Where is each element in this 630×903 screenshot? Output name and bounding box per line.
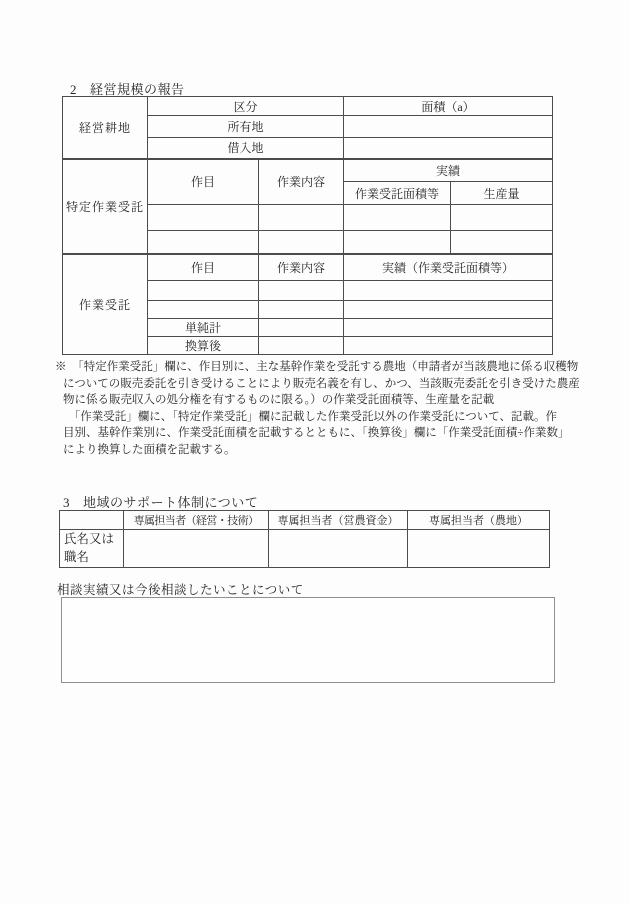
specified-row2-work-input-cell[interactable] — [259, 231, 344, 254]
work-row2-work-input-cell[interactable] — [259, 301, 344, 319]
manager-tech-header-cell — [124, 511, 269, 530]
owned-land-label-cell: 所有地 — [148, 116, 344, 138]
support-system-table — [59, 510, 550, 568]
note-line: 「作業受託」欄に、「特定作業受託」欄に記載した作業受託以外の作業受託について、記載。作 — [63, 410, 558, 423]
specified-production-header-cell: 生産量 — [451, 182, 553, 205]
farming-funds-input-cell[interactable] — [269, 530, 408, 568]
specified-row2-production-input-cell[interactable] — [451, 231, 553, 254]
manager-tech-input-cell[interactable] — [124, 530, 269, 568]
work-work-header-cell: 作業内容 — [259, 254, 344, 281]
work-contract-group-label: 作業受託 — [63, 254, 148, 355]
note-line: 物に係る販売収入の処分権を有するものに限る。）の作業受託面積等、生産量を記載 — [63, 394, 495, 406]
consultation-label: 相談実績又は今後相談したいことについて — [57, 583, 304, 597]
farmland-input-cell[interactable] — [408, 530, 550, 568]
work-row1-results-input-cell[interactable] — [344, 281, 553, 301]
rented-land-area-input-cell[interactable] — [344, 138, 553, 159]
consultation-input-area[interactable] — [61, 597, 555, 683]
name-or-title-label-cell: 氏名又は職名 — [60, 530, 124, 568]
specified-row1-work-input-cell[interactable] — [259, 205, 344, 231]
specified-row1-area-input-cell[interactable] — [344, 205, 451, 231]
notes-block — [55, 359, 580, 458]
section3-number: 3 — [63, 495, 70, 510]
work-crop-header-cell: 作目 — [148, 254, 259, 281]
converted-results-input-cell[interactable] — [344, 337, 553, 355]
support-corner-cell — [60, 511, 124, 530]
specified-crop-header-cell: 作目 — [148, 159, 259, 205]
simple-total-results-input-cell[interactable] — [344, 319, 553, 337]
category-header-cell: 区分 — [148, 97, 344, 116]
farmland-header-cell: 専属担当者（農地） — [408, 511, 550, 530]
area-header-cell: 面積（a） — [344, 97, 553, 116]
rented-land-label-cell: 借入地 — [148, 138, 344, 159]
converted-label-cell: 換算後 — [148, 337, 259, 355]
note-line: により換算した面積を記載する。 — [63, 443, 236, 456]
specified-row2-crop-input-cell[interactable] — [148, 231, 259, 254]
specified-row2-area-input-cell[interactable] — [344, 231, 451, 254]
work-row1-crop-input-cell[interactable] — [148, 281, 259, 301]
farming-funds-header-cell: 専属担当者（営農資金） — [269, 511, 408, 530]
section3-title — [63, 492, 258, 511]
simple-total-work-input-cell[interactable] — [259, 319, 344, 337]
section3-title-text: 地域のサポート体制について — [83, 495, 259, 510]
specified-row1-production-input-cell[interactable] — [451, 205, 553, 231]
specified-work-header-cell: 作業内容 — [259, 159, 344, 205]
note-line: ※ 「特定作業受託」欄に、作目別に、主な基幹作業を受託する農地（申請者が当該農地に係る収穫物 — [55, 361, 579, 373]
section2-number: 2 — [70, 82, 77, 97]
section2-title-text: 経営規模の報告 — [90, 82, 185, 97]
work-results-header-cell: 実績（作業受託面積等） — [344, 254, 553, 281]
converted-work-input-cell[interactable] — [259, 337, 344, 355]
work-row2-results-input-cell[interactable] — [344, 301, 553, 319]
specified-results-header-cell: 実績 — [344, 159, 553, 182]
work-row1-work-input-cell[interactable] — [259, 281, 344, 301]
note-line: 目別、基幹作業別に、作業受託面積を記載するとともに、「換算後」欄に「作業受託面積÷作業数」 — [63, 427, 570, 439]
note-line: についての販売委託を引き受けることにより販売名義を有し、かつ、当該販売委託を引き受けた農産 — [63, 377, 580, 390]
owned-land-area-input-cell[interactable] — [344, 116, 553, 138]
specified-contract-area-header-cell: 作業受託面積等 — [344, 182, 451, 205]
specified-contract-group-label: 特定作業受託 — [63, 159, 148, 254]
specified-row1-crop-input-cell[interactable] — [148, 205, 259, 231]
cultivated-land-group-label: 経営耕地 — [63, 97, 148, 159]
manager-tech-header-text: 専属担当者（経営・技術） — [133, 515, 259, 527]
work-row2-crop-input-cell[interactable] — [148, 301, 259, 319]
management-scale-table — [62, 96, 553, 355]
simple-total-label-cell: 単純計 — [148, 319, 259, 337]
